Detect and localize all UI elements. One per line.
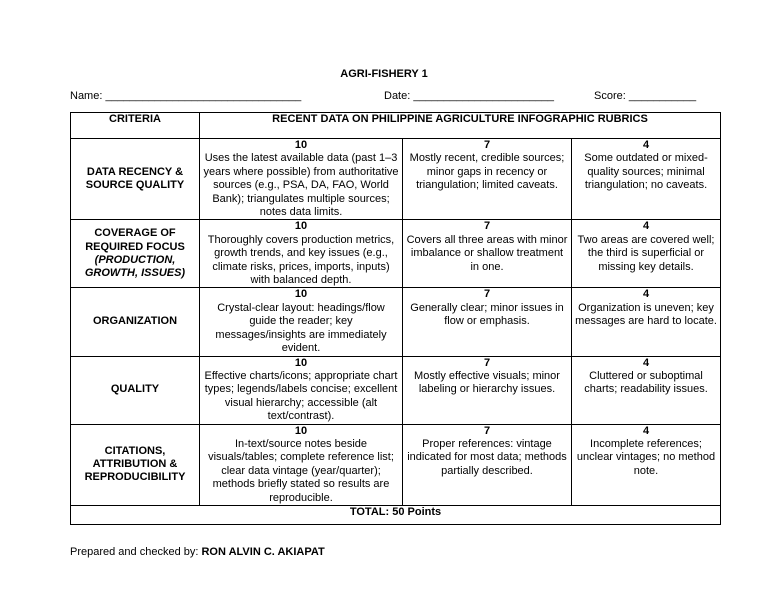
table-row [71,288,721,356]
descriptor-text: Cluttered or suboptimal charts; readability issues. [584,369,708,396]
descriptor-text: Effective charts/icons; appropriate chart types; legends/labels concise; excellent visual hierarchy; accessible (alt text/contrast). [204,369,398,423]
descriptor-text: Organization is uneven; key messages are hard to locate. [575,301,717,328]
total-row [71,505,721,524]
score-cell-7 [403,356,572,424]
score-cell-4 [572,220,721,288]
descriptor-text: Incomplete references; unclear vintages; no method note. [576,437,716,477]
criteria-cell [71,220,200,288]
points-label: 10 [294,139,308,151]
points-label: 4 [642,356,650,369]
criteria-sublabel: (PRODUCTION, GROWTH, ISSUES) [84,253,186,280]
date-field: Date: _______________________ [384,90,555,102]
score-cell-4 [572,139,721,220]
score-cell-4 [572,356,721,424]
header-criteria: CRITERIA [71,113,200,139]
descriptor-text: Covers all three areas with minor imbalance or shallow treatment in one. [406,233,568,273]
prepared-label: Prepared and checked by: [70,546,199,558]
prepared-name: RON ALVIN C. AKIAPAT [201,546,325,558]
score-field: Score: ___________ [594,90,697,102]
descriptor-text: Mostly recent, credible sources; minor gaps in recency or triangulation; limited caveats. [409,152,565,192]
descriptor-text: Some outdated or mixed-quality sources; minimal triangulation; no caveats. [584,152,708,192]
criteria-label: DATA RECENCY & SOURCE QUALITY [85,165,185,192]
score-cell-4 [572,424,721,505]
criteria-label: COVERAGE OF REQUIRED FOCUS [85,227,185,253]
table-row [71,424,721,505]
total-label: TOTAL: 50 Points [71,505,721,524]
points-label: 10 [294,288,308,301]
points-label: 7 [483,220,491,233]
points-label: 10 [294,220,308,233]
descriptor-text: Proper references: vintage indicated for most data; methods partially described. [407,437,567,477]
prepared-by [70,546,325,558]
criteria-cell [71,356,200,424]
score-cell-7 [403,220,572,288]
table-row [71,139,721,220]
table-header-row [71,113,721,139]
descriptor-text: Uses the latest available data (past 1–3 years where possible) from authoritative sources (e.g., PSA, DA, FAO, World Bank); triangulates multiple sources; notes data limits. [203,152,399,219]
descriptor-text: In-text/source notes beside visuals/tables; complete reference list; clear data vintage (year/quarter); methods briefly stated so results are reproducible. [208,437,394,504]
score-cell-7 [403,139,572,220]
criteria-cell [71,288,200,356]
points-label: 10 [294,424,308,437]
criteria-cell [71,424,200,505]
descriptor-text: Mostly effective visuals; minor labeling or hierarchy issues. [414,369,560,396]
points-label: 10 [294,356,308,369]
score-cell-10 [200,356,403,424]
points-label: 4 [642,139,650,151]
rubric-table [70,112,721,525]
criteria-cell [71,139,200,220]
name-field: Name: ________________________________ [70,90,302,102]
points-label: 4 [642,288,650,301]
score-cell-10 [200,424,403,505]
descriptor-text: Crystal-clear layout: headings/flow guide the reader; key messages/insights are immediately evident. [215,301,387,355]
points-label: 7 [483,139,491,151]
score-cell-4 [572,288,721,356]
points-label: 7 [483,356,491,369]
descriptor-text: Generally clear; minor issues in flow or emphasis. [410,301,564,328]
score-cell-10 [200,139,403,220]
score-cell-10 [200,220,403,288]
criteria-label: ORGANIZATION [92,315,178,328]
descriptor-text: Thoroughly covers production metrics, growth trends, and key issues (e.g., climate risks, prices, imports, inputs) with balanced depth. [207,233,395,287]
score-cell-10 [200,288,403,356]
criteria-label: QUALITY [110,383,160,396]
points-label: 4 [642,220,650,233]
descriptor-text: Two areas are covered well; the third is superficial or missing key details. [577,233,715,273]
document-title: AGRI-FISHERY 1 [340,68,428,80]
header-rubric-title: RECENT DATA ON PHILIPPINE AGRICULTURE INFOGRAPHIC RUBRICS [200,113,721,139]
points-label: 7 [483,424,491,437]
table-row [71,356,721,424]
criteria-label: CITATIONS, ATTRIBUTION & REPRODUCIBILITY [84,444,186,484]
table-row [71,220,721,288]
points-label: 7 [483,288,491,301]
score-cell-7 [403,288,572,356]
points-label: 4 [642,424,650,437]
score-cell-7 [403,424,572,505]
